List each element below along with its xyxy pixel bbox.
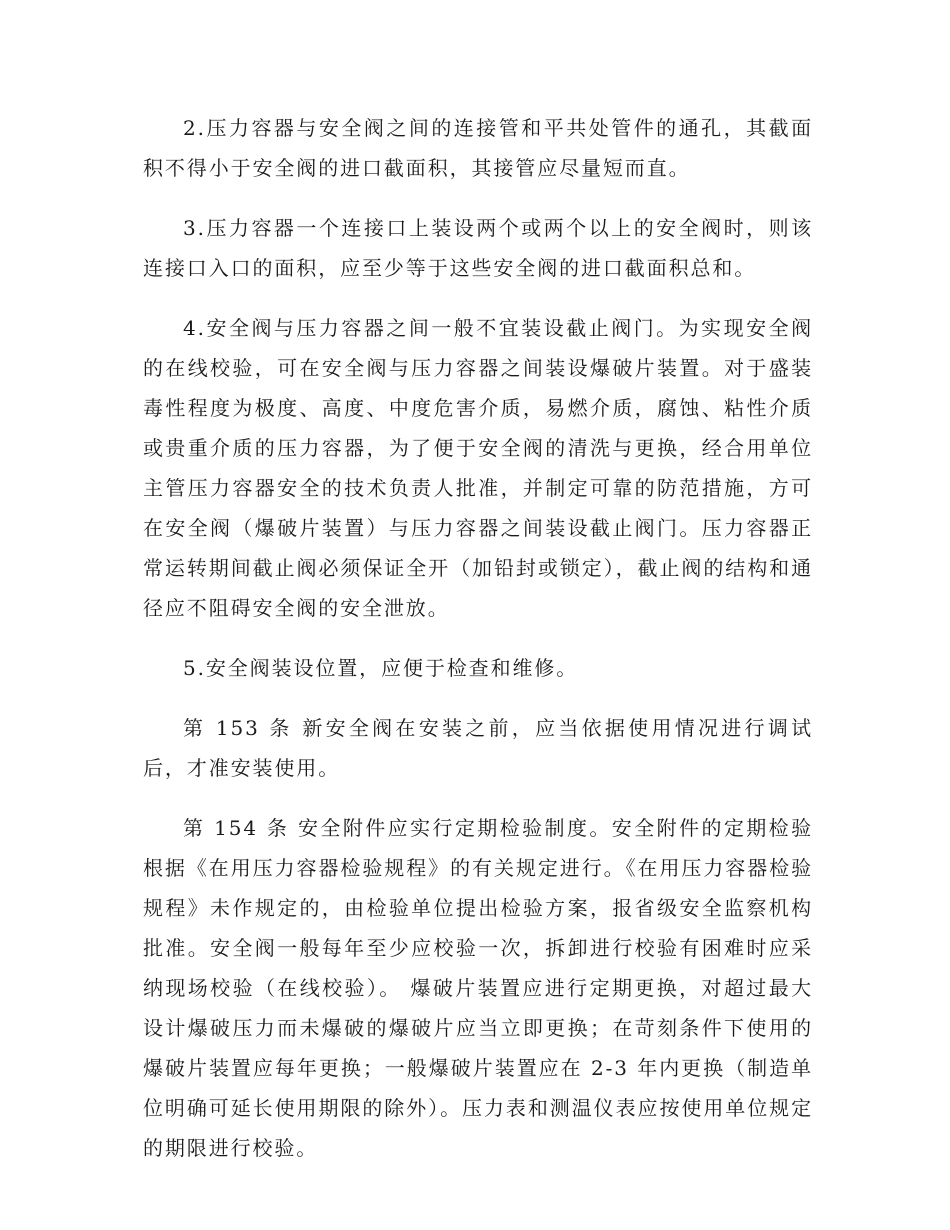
article-154: 第 154 条 安全附件应实行定期检验制度。安全附件的定期检验根据《在用压力容器检验规程》的有关规定进行。《在用压力容器检验规程》未作规定的，由检验单位提出检验方案，报省级安全监察机构批准。安全阀一般每年至少应校验一次，拆卸进行校验有困难时应采纳现场校验（在线校验）。 爆破片装置应进行定期更换，对超过最大设计爆破压力而未爆破的爆破片应当立即更换；在苛刻条件下使用的爆破片装置应每年更换；一般爆破片装置应在 2-3 年内更换（制造单位明确可延长使用期限的除外）。压力表和测温仪表应按使用单位规定的期限进行校验。 [143, 816, 813, 1160]
article-153: 第 153 条 新安全阀在安装之前，应当依据使用情况进行调试后，才准安装使用。 [143, 716, 813, 780]
document-body [143, 108, 813, 1188]
paragraph-item-4: 4.安全阀与压力容器之间一般不宜装设截止阀门。为实现安全阀的在线校验，可在安全阀与压力容器之间装设爆破片装置。对于盛装毒性程度为极度、高度、中度危害介质，易燃介质，腐蚀、粘性介质或贵重介质的压力容器，为了便于安全阀的清洗与更换，经合用单位主管压力容器安全的技术负责人批准，并制定可靠的防范措施，方可在安全阀（爆破片装置）与压力容器之间装设截止阀门。压力容器正常运转期间截止阀必须保证全开（加铅封或锁定），截止阀的结构和通径应不阻碍安全阀的安全泄放。 [143, 316, 813, 620]
paragraph-item-3: 3.压力容器一个连接口上装设两个或两个以上的安全阀时，则该连接口入口的面积，应至少等于这些安全阀的进口截面积总和。 [143, 216, 813, 280]
paragraph-item-5: 5.安全阀装设位置，应便于检查和维修。 [183, 656, 579, 680]
paragraph-item-2: 2.压力容器与安全阀之间的连接管和平共处管件的通孔，其截面积不得小于安全阀的进口截面积，其接管应尽量短而直。 [143, 116, 813, 180]
